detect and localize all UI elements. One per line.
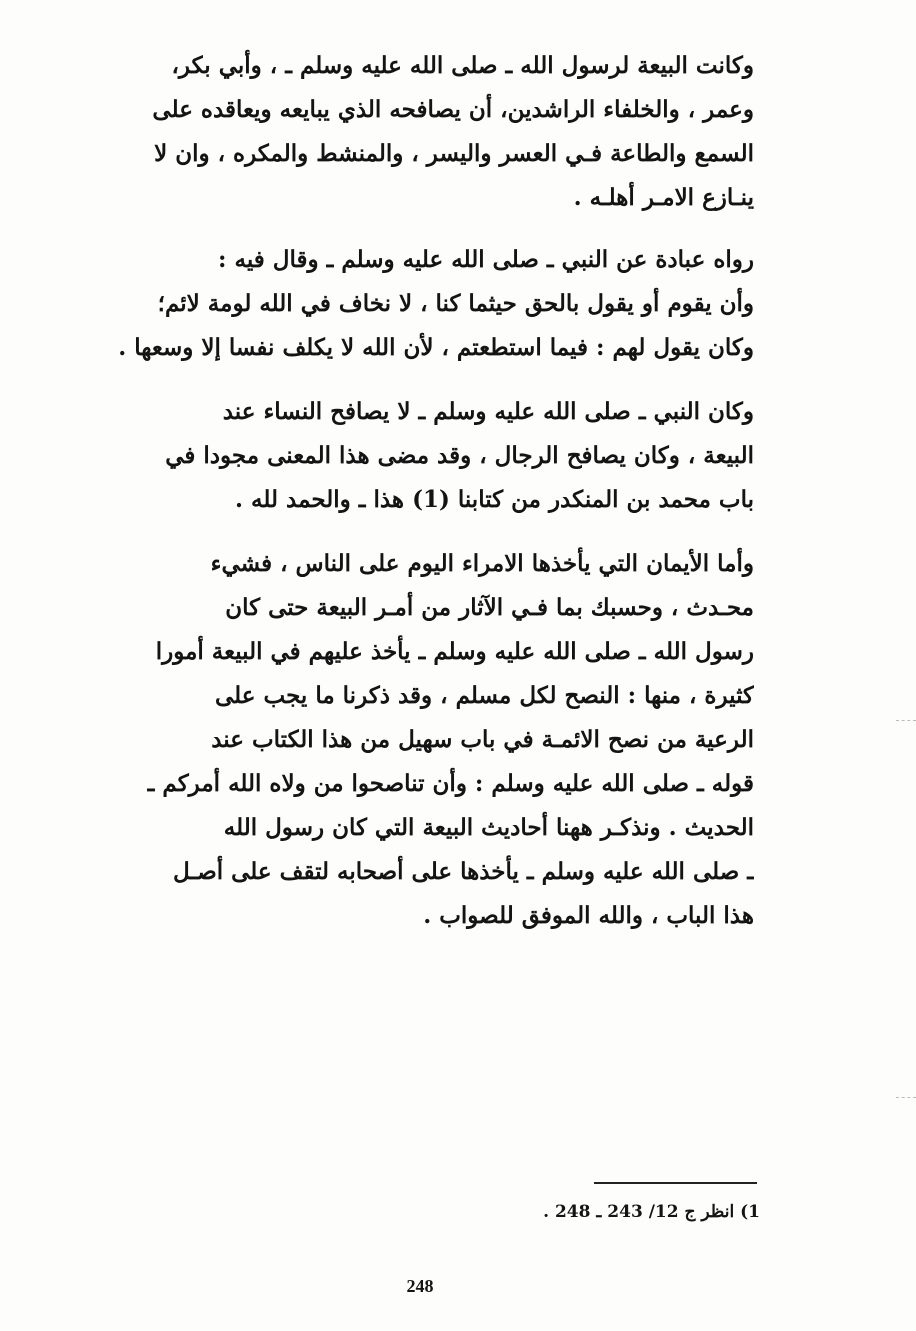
- paragraph-1: [106, 44, 754, 220]
- text-line: باب محمد بن المنكدر من كتابنا (1) هذا ـ والحمد لله .: [235, 486, 754, 513]
- margin-scan-mark: [896, 1097, 916, 1098]
- text-line: ينـازع الامـر أهلـه .: [573, 184, 754, 211]
- text-line: وكانت البيعة لرسول الله ـ صلى الله عليه وسلم ـ ، وأبي بكر،: [171, 52, 754, 79]
- text-line: وأما الأيمان التي يأخذها الامراء اليوم على الناس ، فشيء: [210, 550, 754, 577]
- paragraph-2: [106, 238, 754, 370]
- text-line: السمع والطاعة فـي العسر واليسر ، والمنشط والمكره ، وان لا: [154, 140, 754, 167]
- margin-scan-mark: [896, 720, 916, 721]
- text-line: البيعة ، وكان يصافح الرجال ، وقد مضى هذا المعنى مجودا في: [165, 442, 754, 469]
- text-line: ـ صلى الله عليه وسلم ـ يأخذها على أصحابه لتقف على أصـل: [173, 858, 754, 885]
- text-line: هذا الباب ، والله الموفق للصواب .: [423, 902, 754, 929]
- text-line: محـدث ، وحسبك بما فـي الآثار من أمـر البيعة حتى كان: [225, 594, 754, 621]
- paragraph-4: [106, 542, 754, 938]
- text-line: الرعية من نصح الائمـة في باب سهيل من هذا الكتاب عند: [211, 726, 754, 753]
- paragraph-3: [106, 390, 754, 522]
- text-line: وكان يقول لهم : فيما استطعتم ، لأن الله لا يكلف نفسا إلا وسعها .: [118, 334, 754, 361]
- text-line: كثيرة ، منها : النصح لكل مسلم ، وقد ذكرنا ما يجب على: [214, 682, 754, 709]
- footnote: 1) انظر ج 12/ 243 ـ 248 .: [543, 1202, 760, 1222]
- text-line: وأن يقوم أو يقول بالحق حيثما كنا ، لا نخاف في الله لومة لائم؛: [157, 290, 754, 317]
- text-line: وكان النبي ـ صلى الله عليه وسلم ـ لا يصافح النساء عند: [222, 398, 754, 425]
- text-line: وعمر ، والخلفاء الراشدين، أن يصافحه الذي يبايعه ويعاقده على: [152, 96, 754, 123]
- text-line: قوله ـ صلى الله عليه وسلم : وأن تناصحوا من ولاه الله أمركم ـ: [147, 770, 754, 797]
- text-line: رسول الله ـ صلى الله عليه وسلم ـ يأخذ عليهم في البيعة أمورا: [155, 638, 754, 665]
- page-number: 248: [406, 1276, 434, 1296]
- text-line: الحديث . ونذكـر ههنا أحاديث البيعة التي كان رسول الله: [223, 814, 754, 841]
- footnote-divider: [594, 1182, 757, 1184]
- text-line: رواه عبادة عن النبي ـ صلى الله عليه وسلم ـ وقال فيه :: [217, 246, 754, 273]
